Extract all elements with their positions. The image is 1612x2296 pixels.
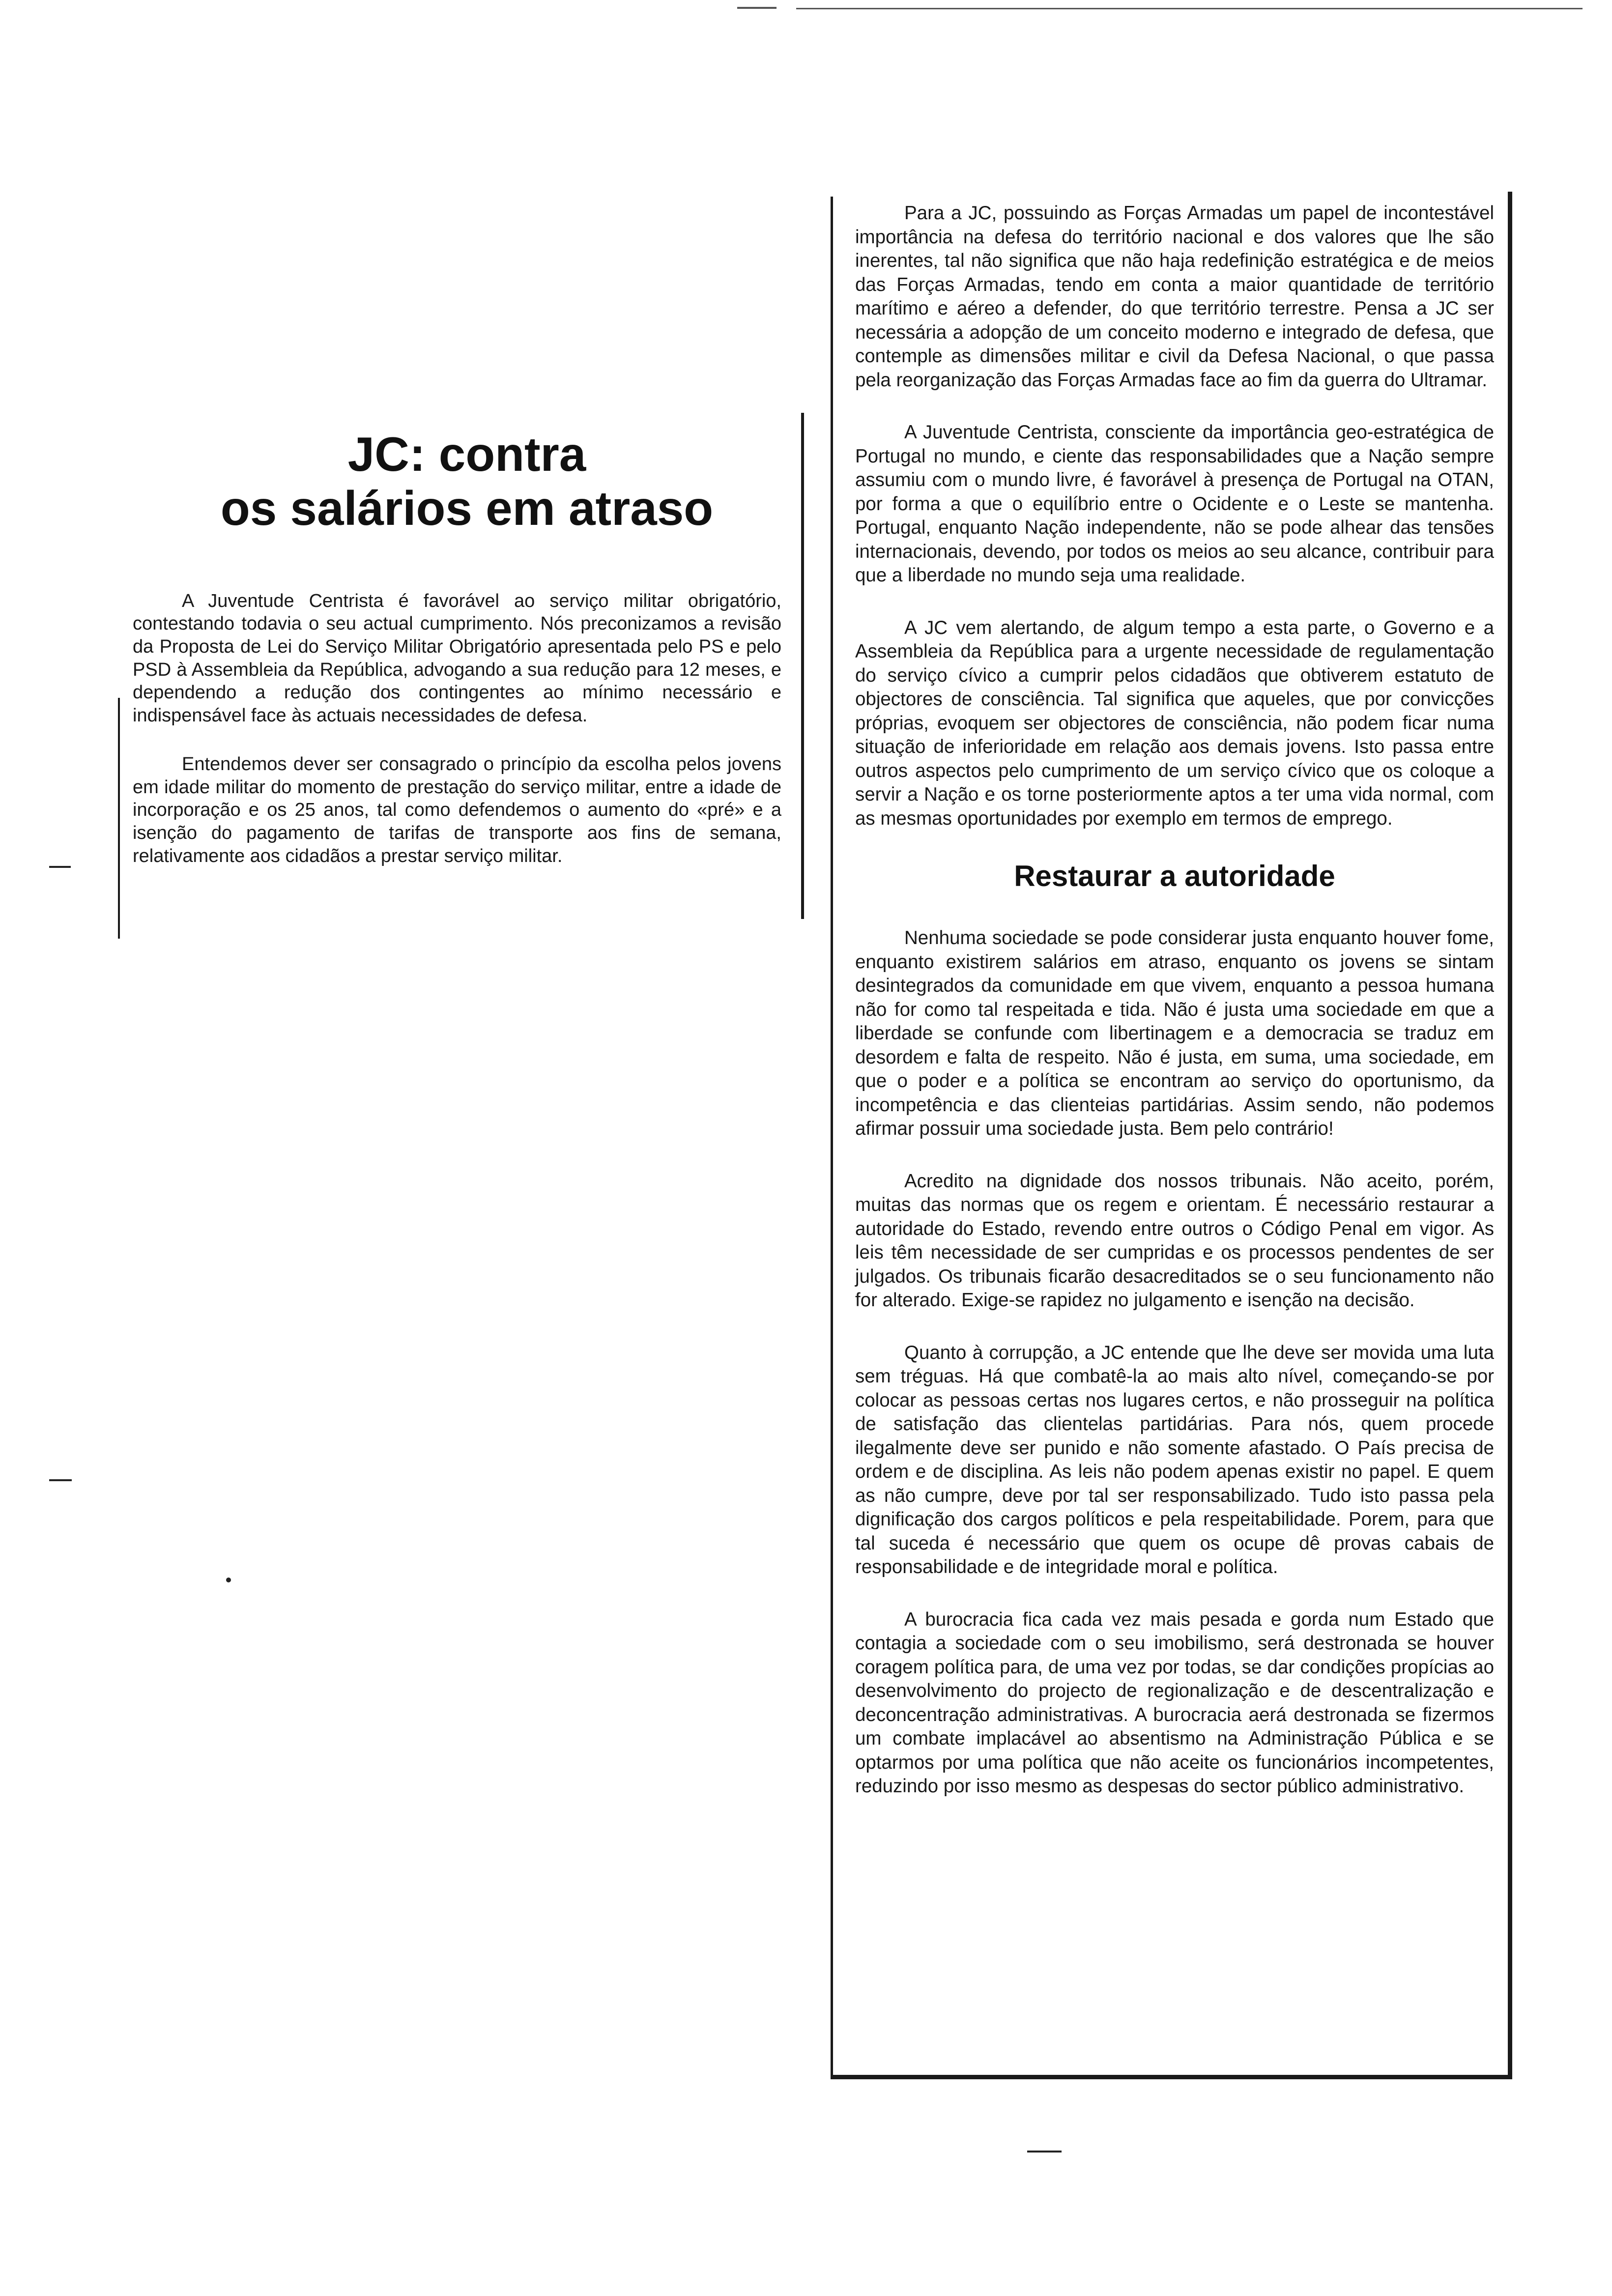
scan-edge-mark [737, 7, 777, 9]
right-column [855, 201, 1494, 1827]
scan-mark [49, 1479, 72, 1481]
right-box-right-rule [1508, 192, 1512, 2079]
body-paragraph: A burocracia fica cada vez mais pesada e gorda num Estado que contagia a sociedade com o seu imobilismo, será destronada se houver coragem política para, de uma vez por todas, se dar condições propícias ao desenvolvimento do projecto de regionalização e de descentralização e deconcentração administrativas. A burocracia aerá destronada se fizermos um combate implacável ao absentismo na Administração Pública e se optarmos por uma política que não aceite os funcionários incompetentes, reduzindo por isso mesmo as despesas do sector público administrativo. [855, 1608, 1494, 1797]
body-paragraph: Entendemos dever ser consagrado o princípio da escolha pelos jovens em idade militar do momento de prestação do serviço militar, entre a idade de incorporação e os 25 anos, tal como defendemos o aumento do «pré» e a isenção do pagamento de tarifas de transporte aos fins de semana, relativamente aos cidadãos a prestar serviço militar. [133, 753, 781, 866]
body-paragraph: Nenhuma sociedade se pode considerar justa enquanto houver fome, enquanto existirem salários em atraso, enquanto os jovens se sintam desintegrados da comunidade em que vivem, enquanto a pessoa humana não for como tal respeitada e tida. Não é justa uma sociedade em que a liberdade se confunde com libertinagem e a democracia se traduz em desordem e falta de respeito. Não é justa, em suma, uma sociedade, em que o poder e a política se encontram ao serviço do oportunismo, da incompetência e das clienteias partidárias. Assim sendo, não podemos afirmar possuir uma sociedade justa. Bem pelo contrário! [855, 927, 1494, 1139]
right-box-left-rule [831, 197, 833, 2079]
left-column [133, 428, 781, 893]
body-paragraph: A Juventude Centrista, consciente da importância geo-estratégica de Portugal no mundo, e ciente das responsabilidades que a Nação sempre assumiu com o mundo livre, é favorável à presença de Portugal na OTAN, por forma a que o equilíbrio entre o Ocidente e o Leste se mantenha. Portugal, enquanto Nação independente, não se pode alhear das tensões internacionais, devendo, por todos os meios ao seu alcance, contribuir para que a liberdade no mundo seja uma realidade. [855, 422, 1494, 586]
section-subheading: Restaurar a autoridade [1014, 860, 1335, 892]
column-divider-rule [801, 413, 804, 919]
scan-mark [1027, 2151, 1062, 2152]
body-paragraph: Quanto à corrupção, a JC entende que lhe deve ser movida uma luta sem tréguas. Há que combatê-la ao mais alto nível, começando-se por colocar as pessoas certas nos lugares certos, e não prosseguir na política de satisfação das clientelas partidárias. Para nós, quem procede ilegalmente deve ser punido e não somente afastado. O País precisa de ordem e de disciplina. As leis não podem apenas existir no papel. E quem as não cumpre, deve por tal ser responsabilizado. Tudo isto passa pela dignificação dos cargos políticos e pela respeitabilidade. Porem, para que tal suceda é necessário que quem os ocupe dê provas cabais de responsabilidade e de integridade moral e política. [855, 1342, 1494, 1578]
scan-edge-mark [796, 8, 1583, 9]
scan-mark [49, 866, 71, 868]
left-margin-rule [118, 698, 120, 939]
body-paragraph: A Juventude Centrista é favorável ao serviço militar obrigatório, contestando todavia o seu actual cumprimento. Nós preconizamos a revisão da Proposta de Lei do Serviço Militar Obrigatório apresentada pelo PS e pelo PSD à Assembleia da República, advogando a sua redução para 12 meses, e dependendo a redução dos contingentes ao mínimo necessário e indispensável face às actuais necessidades de defesa. [133, 590, 781, 726]
left-article-body [133, 590, 781, 868]
headline-line-2: os salários em atraso [220, 481, 714, 535]
body-paragraph: A JC vem alertando, de algum tempo a esta parte, o Governo e a Assembleia da República para a urgente necessidade de regulamentação do serviço cívico a cumprir pelos cidadãos que obtiverem estatuto de objectores de consciência. Tal significa que aqueles, que por convicções próprias, evoquem ser objectores de consciência, não podem ficar numa situação de inferioridade em relação aos demais jovens. Isto passa entre outros aspectos pelo cumprimento de um serviço cívico que os coloque a servir a Nação e os torne posteriormente aptos a ter uma vida normal, com as mesmas oportunidades por exemplo em termos de emprego. [855, 617, 1494, 829]
article-headline [133, 428, 781, 536]
headline-line-1: JC: contra [347, 427, 586, 481]
body-paragraph: Para a JC, possuindo as Forças Armadas um papel de incontestável importância na defesa do território nacional e dos valores que lhe são inerentes, tal não significa que não haja redefinição estratégica e de meios das Forças Armadas, tendo em conta a maior quantidade de território marítimo e aéreo a defender, do que território terrestre. Pensa a JC ser necessária a adopção de um conceito moderno e integrado de defesa, que contemple as dimensões militar e civil da Defesa Nacional, o que passa pela reorganização das Forças Armadas face ao fim da guerra do Ultramar. [855, 202, 1494, 391]
scan-dot [226, 1578, 231, 1582]
body-paragraph: Acredito na dignidade dos nossos tribunais. Não aceito, porém, muitas das normas que os regem e orientam. É necessário restaurar a autoridade do Estado, revendo entre outros o Código Penal em vigor. As leis têm necessidade de ser cumpridas e os processos pendentes de ser julgados. Os tribunais ficarão desacreditados se o seu funcionamento não for alterado. Exige-se rapidez no julgamento e isenção na decisão. [855, 1170, 1494, 1311]
right-box-bottom-rule [831, 2075, 1512, 2079]
